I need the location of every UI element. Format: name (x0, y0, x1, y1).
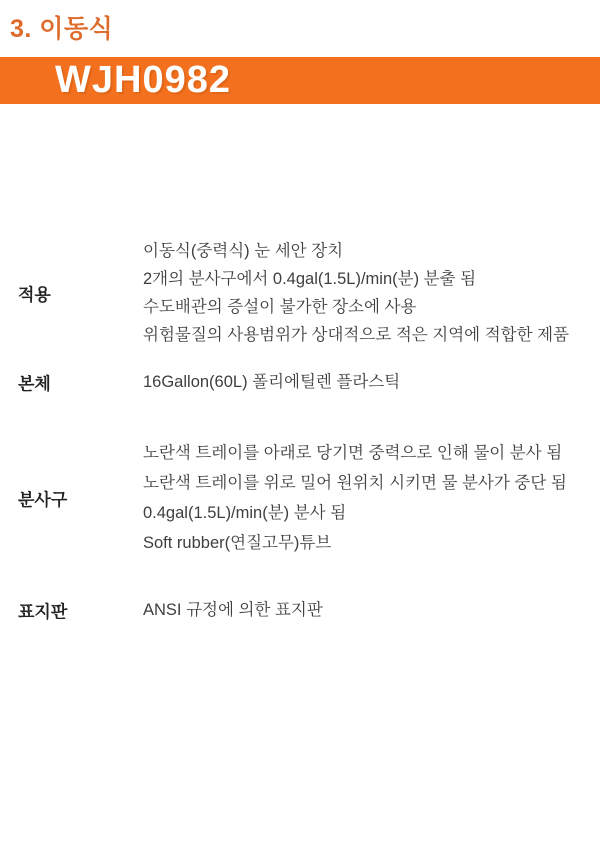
page-title: 3. 이동식 (10, 15, 114, 43)
spec-row-sign (0, 595, 600, 625)
model-number: WJH0982 (55, 59, 231, 101)
spec-line: 노란색 트레이를 위로 밀어 원위치 시키면 물 분사가 중단 됨 (143, 474, 567, 492)
spec-line: 0.4gal(1.5L)/min(분) 분사 됨 (143, 504, 347, 522)
spec-row-body (0, 368, 600, 396)
spec-label-application: 적용 (18, 285, 51, 305)
spec-row-application (0, 237, 600, 349)
spec-row-nozzle (0, 438, 600, 558)
spec-content-nozzle (143, 438, 600, 558)
spec-content-sign (143, 595, 600, 625)
spec-line: 수도배관의 증설이 불가한 장소에 사용 (143, 298, 417, 316)
spec-label-body: 본체 (18, 374, 51, 394)
model-banner (0, 57, 600, 104)
spec-line: 2개의 분사구에서 0.4gal(1.5L)/min(분) 분출 됨 (143, 270, 477, 288)
spec-line: ANSI 규정에 의한 표지판 (143, 601, 323, 619)
spec-line: 16Gallon(60L) 폴리에틸렌 플라스틱 (143, 373, 401, 391)
spec-content-application (143, 237, 600, 349)
spec-line: Soft rubber(연질고무)튜브 (143, 534, 332, 552)
spec-line: 위험물질의 사용범위가 상대적으로 적은 지역에 적합한 제품 (143, 326, 569, 344)
spec-line: 노란색 트레이를 아래로 당기면 중력으로 인해 물이 분사 됨 (143, 444, 563, 462)
spec-label-sign: 표지판 (18, 602, 68, 622)
spec-line: 이동식(중력식) 눈 세안 장치 (143, 242, 344, 260)
spec-content-body (143, 368, 600, 396)
spec-label-nozzle: 분사구 (18, 490, 68, 510)
